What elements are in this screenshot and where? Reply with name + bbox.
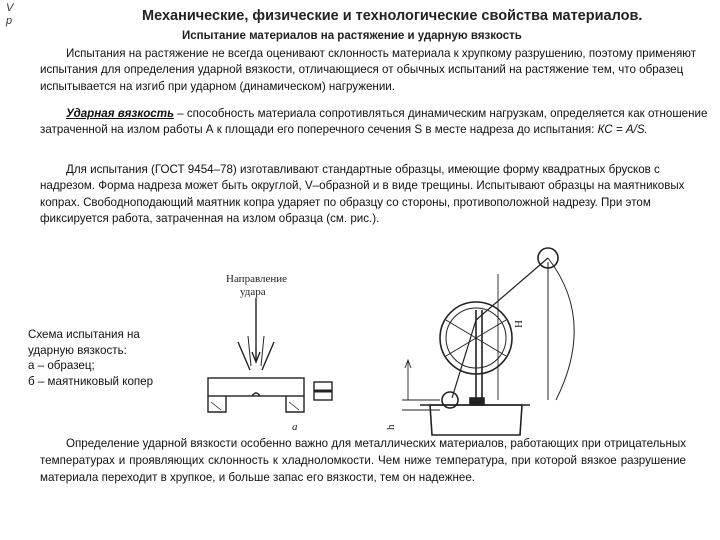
support-right [286, 396, 304, 412]
impact-formula: КС = A/S. [597, 123, 648, 137]
pendulum-arm-low [452, 320, 476, 398]
paragraph-tension-tests: Испытания на растяжение не всегда оценивают склонность материала к хрупкому разрушению, поэтому применяют испытания для определения ударной вязкости, отличающиеся от обычных испытаний на растяжение тем, что образец испытывается на изгиб при ударном (динамическом) нагружении. [40, 47, 697, 93]
label-h: h [385, 424, 397, 430]
figure-caption [28, 327, 153, 389]
label-a: а [292, 421, 298, 433]
direction-label-line1: Направление [226, 273, 288, 285]
page-subtitle: Испытание материалов на растяжение и ударную вязкость [182, 30, 522, 42]
caption-line: б – маятниковый копер [28, 374, 154, 388]
specimen-scheme [208, 273, 332, 433]
support-left [208, 396, 226, 412]
paragraph-conclusion: Определение ударной вязкости особенно важно для металлических материалов, работающих при отрицательных температурах и проявляющих склонность к хладноломкости. Чем ниже температура, при которой вязкое разрушение материала переходит в хрупкое, и больше запас его вязкости, тем он надежнее. [40, 437, 686, 484]
corner-mark [6, 2, 13, 28]
caption-line: ударную вязкость: [28, 343, 127, 357]
tester-specimen [470, 398, 484, 405]
corner-letter-p: p [6, 15, 13, 27]
definition-text: – способность материала сопротивляться динамическим нагрузкам, определяется как отношение затраченной на излом работы А к площади его поперечного сечения S в месте надреза до испытания: [40, 107, 708, 137]
corner-letter-v: V [6, 2, 14, 14]
term-impact-toughness: Ударная вязкость [66, 107, 174, 120]
caption-line: Схема испытания на [28, 328, 140, 341]
direction-label-line2: удара [240, 286, 266, 298]
pendulum-swing-arc [548, 258, 574, 400]
label-H: H [513, 320, 525, 328]
paragraph-impact-definition [40, 106, 712, 139]
paragraph-test-method: Для испытания (ГОСТ 9454–78) изготавливают стандартные образцы, имеющие форму квадратных брусков с надрезом. Форма надреза может быть округлой, V–образной и в виде трещины. Испытывают образцы на маятниковых копрах. Свободноподающий маятник копра ударяет по образцу со стороны, противоположной надрезу. При этом фиксируется работа, затраченная на излом образца (см. рис.). [40, 163, 685, 226]
pendulum-tester [385, 248, 574, 435]
pendulum-arm-raised [476, 258, 548, 320]
tester-base [430, 405, 522, 435]
page-title: Механические, физические и технологические свойства материалов. [142, 8, 643, 24]
caption-line: а – образец; [28, 359, 95, 372]
